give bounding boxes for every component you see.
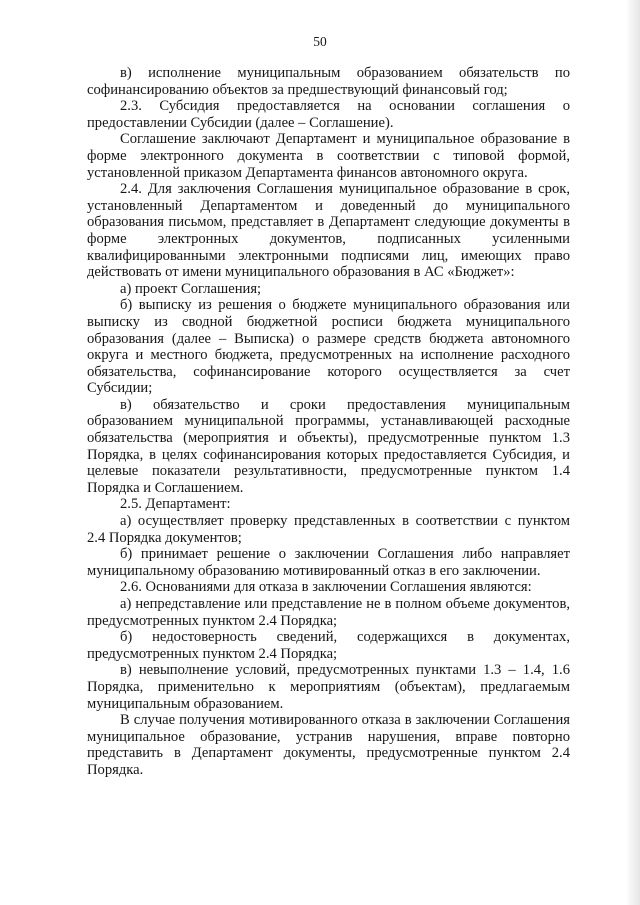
paragraph: а) непредставление или представление не в полном объеме документов, предусмотренных пунктом 2.4 Порядка; xyxy=(87,596,570,629)
paragraph: б) выписку из решения о бюджете муниципального образования или выписку из сводной бюджетной росписи бюджета муниципального образования (далее – Выписка) о размере средств бюджета автономного округа и местного бюджета, предусмотренных на исполнение расходного обязательства, софинансирование которого осуществляется за счет Субсидии; xyxy=(87,297,570,397)
paragraph: в) невыполнение условий, предусмотренных пунктами 1.3 – 1.4, 1.6 Порядка, применительно к мероприятиям (объектам), предлагаемым муниципальным образованием. xyxy=(87,662,570,712)
paragraph: Соглашение заключают Департамент и муниципальное образование в форме электронного документа в соответствии с типовой формой, установленной приказом Департамента финансов автономного округа. xyxy=(87,131,570,181)
paragraph: 2.6. Основаниями для отказа в заключении Соглашения являются: xyxy=(120,579,532,596)
paragraph: б) недостоверность сведений, содержащихся в документах, предусмотренных пунктом 2.4 Порядка; xyxy=(87,629,570,662)
paragraph: 2.4. Для заключения Соглашения муниципальное образование в срок, установленный Департаментом и доведенный до муниципального образования письмом, представляет в Департамент следующие документы в форме электронных документов, подписанных усиленными квалифицированными электронными подписями лиц, имеющих право действовать от имени муниципального образования в АС «Бюджет»: xyxy=(87,181,570,281)
page-number: 50 xyxy=(313,34,327,49)
paragraph: В случае получения мотивированного отказа в заключении Соглашения муниципальное образование, устранив нарушения, вправе повторно представить в Департамент документы, предусмотренные пунктом 2.4 Порядка. xyxy=(87,712,570,778)
paragraph: в) исполнение муниципальным образованием обязательств по софинансированию объектов за предшествующий финансовый год; xyxy=(87,65,570,98)
paragraph: в) обязательство и сроки предоставления муниципальным образованием муниципальной программы, устанавливающей расходные обязательства (мероприятия и объекты), предусмотренные пунктом 1.3 Порядка, в целях софинансирования которых предоставляется Субсидия, и целевые показатели результативности, предусмотренные пунктом 1.4 Порядка и Соглашением. xyxy=(87,396,570,496)
document-body xyxy=(87,65,570,779)
paragraph: б) принимает решение о заключении Соглашения либо направляет муниципальному образованию мотивированный отказ в его заключении. xyxy=(87,546,570,579)
paragraph: 2.5. Департамент: xyxy=(120,496,231,513)
paragraph: а) проект Соглашения; xyxy=(120,280,262,297)
paragraph: а) осуществляет проверку представленных в соответствии с пунктом 2.4 Порядка документов; xyxy=(87,513,570,546)
scan-edge-shadow xyxy=(626,0,640,905)
paragraph: 2.3. Субсидия предоставляется на основании соглашения о предоставлении Субсидии (далее – Соглашение). xyxy=(87,98,570,131)
